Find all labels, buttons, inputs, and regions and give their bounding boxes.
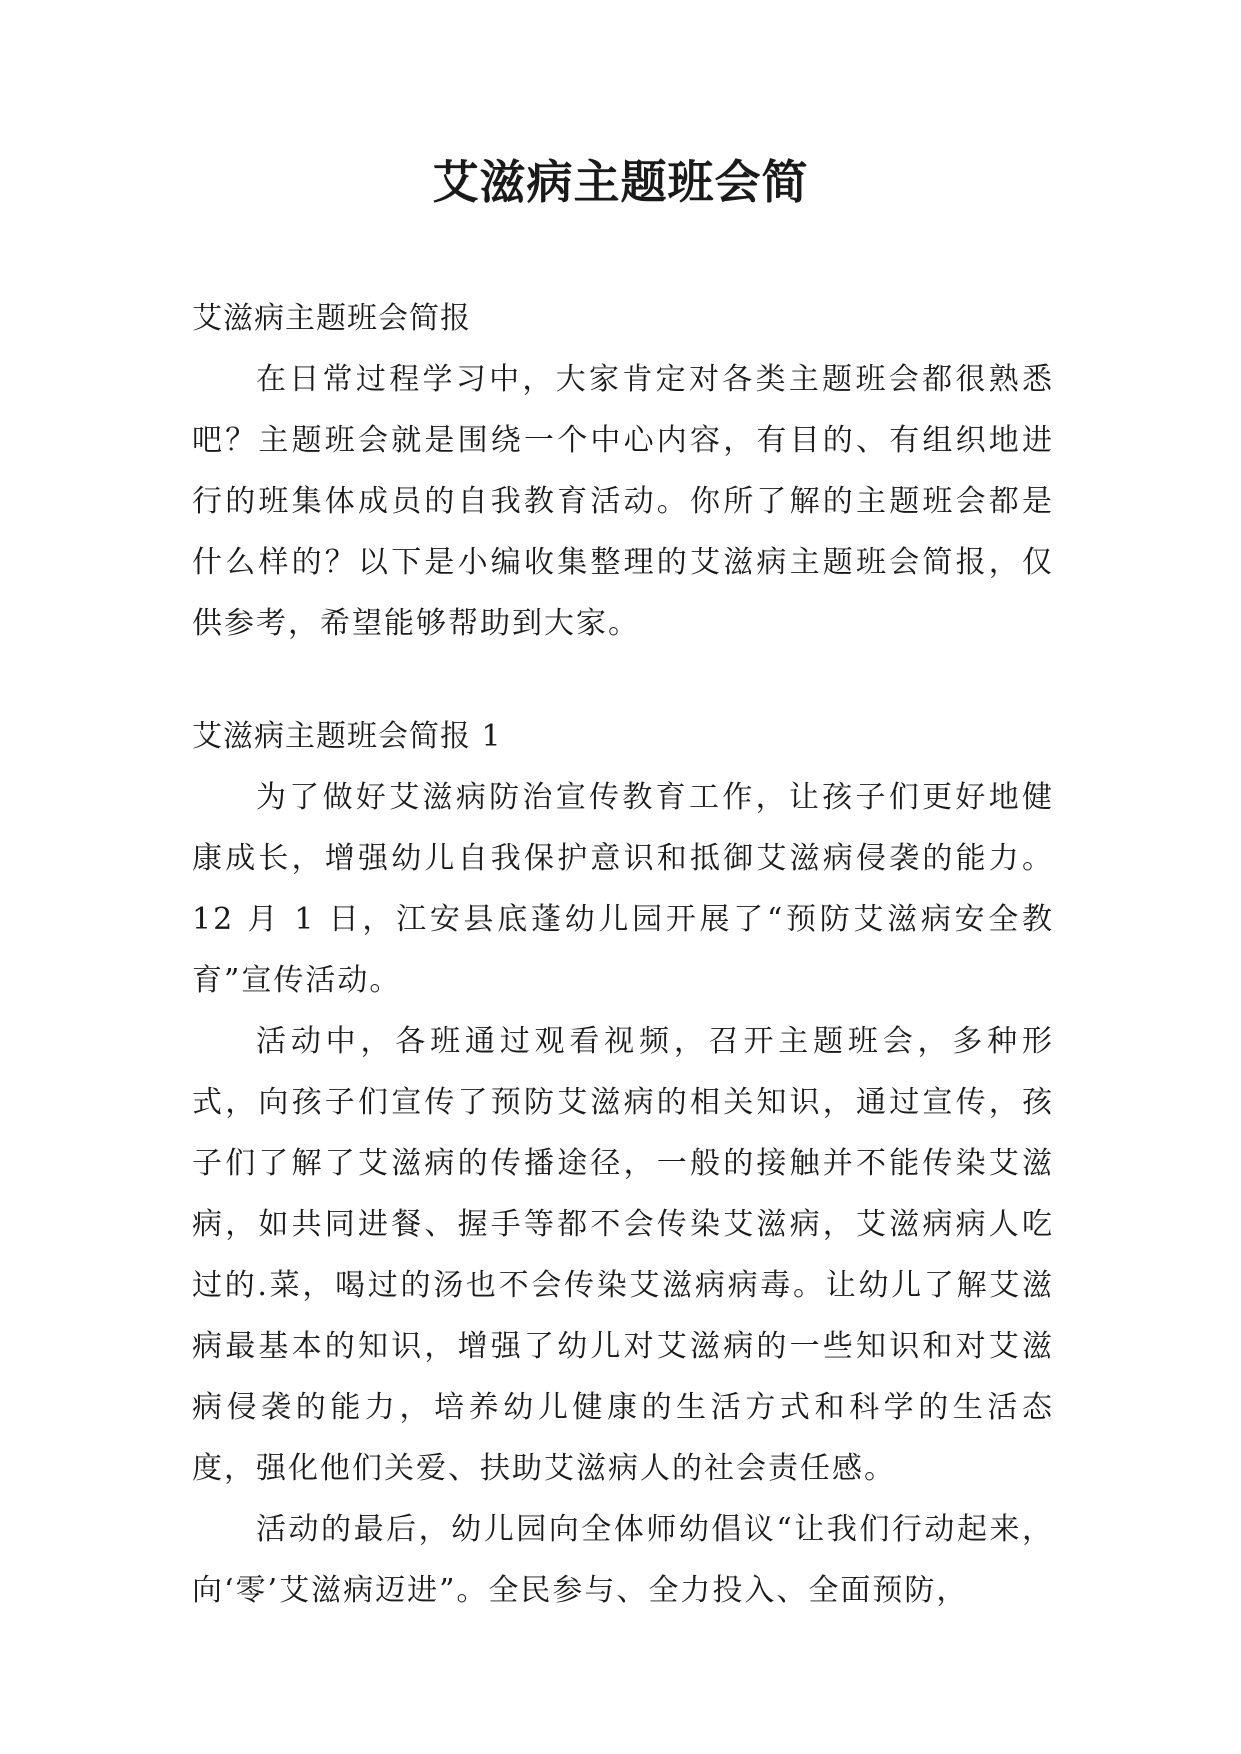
section1-paragraph-1: 为了做好艾滋病防治宣传教育工作，让孩子们更好地健康成长，增强幼儿自我保护意识和抵御艾滋病侵袭的能力。12 月 1 日，江安县底蓬幼儿园开展了“预防艾滋病安全教育”宣传活动。 xyxy=(192,780,1054,998)
document-title: 艾滋病主题班会简 xyxy=(432,155,809,209)
document-body xyxy=(192,288,1054,1621)
section1-paragraph-2: 活动中，各班通过观看视频，召开主题班会，多种形式，向孩子们宣传了预防艾滋病的相关知识，通过宣传，孩子们了解了艾滋病的传播途径，一般的接触并不能传染艾滋病，如共同进餐、握手等都不会传染艾滋病，艾滋病病人吃过的.菜，喝过的汤也不会传染艾滋病病毒。让幼儿了解艾滋病最基本的知识，增强了幼儿对艾滋病的一些知识和对艾滋病侵袭的能力，培养幼儿健康的生活方式和科学的生活态度，强化他们关爱、扶助艾滋病人的社会责任感。 xyxy=(192,1024,1054,1486)
section-spacer xyxy=(192,654,1054,706)
intro-heading: 艾滋病主题班会简报 xyxy=(192,301,471,336)
section1-heading: 艾滋病主题班会简报 1 xyxy=(192,719,502,754)
section1-paragraph-3: 活动的最后，幼儿园向全体师幼倡议“让我们行动起来，向‘零’艾滋病迈进”。全民参与、全力投入、全面预防， xyxy=(192,1512,1054,1608)
intro-paragraph: 在日常过程学习中，大家肯定对各类主题班会都很熟悉吧？主题班会就是围绕一个中心内容，有目的、有组织地进行的班集体成员的自我教育活动。你所了解的主题班会都是什么样的？以下是小编收集整理的艾滋病主题班会简报，仅供参考，希望能够帮助到大家。 xyxy=(192,362,1054,641)
